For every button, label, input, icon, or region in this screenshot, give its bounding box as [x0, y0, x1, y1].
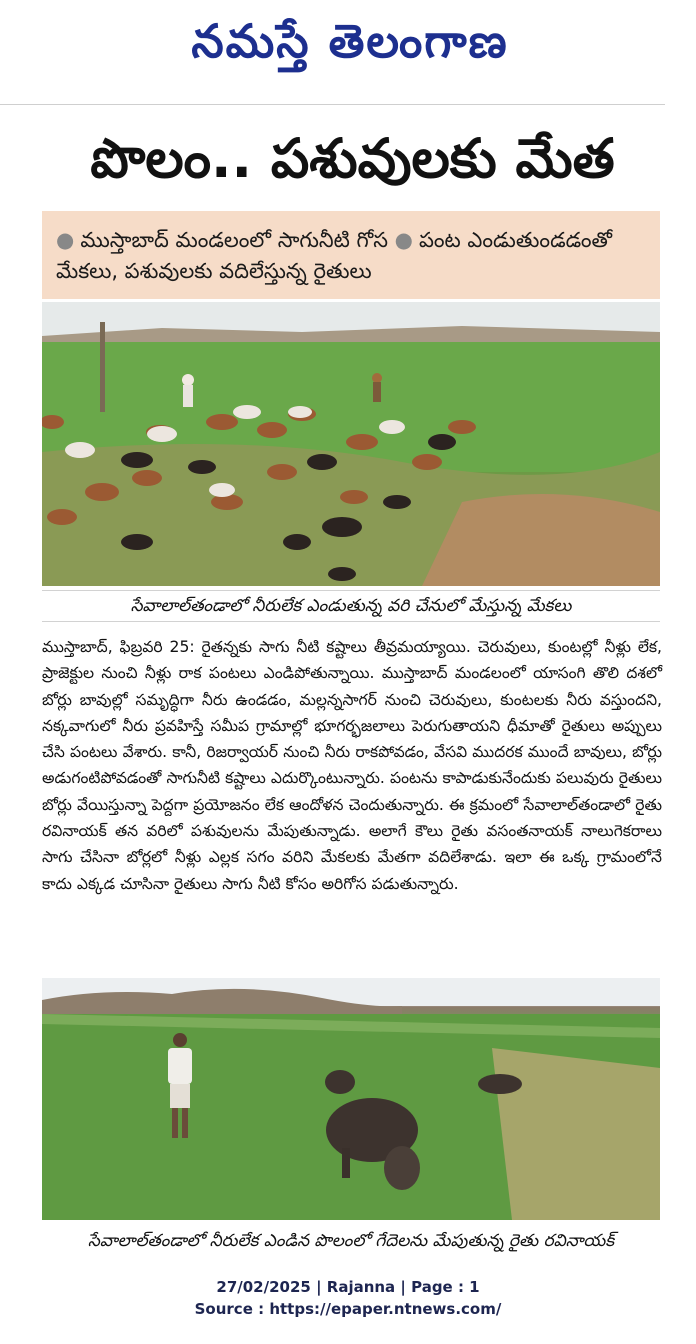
masthead-divider: [0, 104, 665, 105]
bullet-icon: ●: [394, 228, 413, 252]
masthead: [0, 0, 696, 100]
article-deck: [42, 211, 660, 299]
footer-source: Source : https://epaper.ntnews.com/: [194, 1300, 502, 1318]
bullet-icon: ●: [56, 228, 75, 252]
goats-grazing-photo: [42, 302, 660, 586]
buffaloes-grazing-photo: [42, 978, 660, 1220]
page-footer: [0, 1276, 696, 1320]
deck-text: [56, 225, 652, 287]
footer-date-edition: 27/02/2025 | Rajanna | Page : 1: [216, 1278, 480, 1296]
article-headline: పొలం.. పశువులకు మేత: [90, 127, 615, 190]
buffaloes-grazing-illustration: [42, 978, 660, 1220]
photo-2-caption: సేవాలాల్‌తండాలో నీరులేక ఎండిన పొలంలో గేదెలను మేపుతున్న రైతు రవినాయక్: [87, 1231, 615, 1251]
photo-1-caption: సేవాలాల్‌తండాలో నీరులేక ఎండుతున్న వరి చేనులో మేస్తున్న మేకలు: [42, 590, 660, 622]
newspaper-logo: నమస్తే తెలంగాణ: [191, 14, 509, 68]
deck-bullet-1: ముస్తాబాద్ మండలంలో సాగునీటి గోస: [80, 228, 388, 252]
article-body: ముస్తాబాద్, ఫిబ్రవరి 25: రైతన్నకు సాగు నీటి కష్టాలు తీవ్రమయ్యాయి. చెరువులు, కుంటల్లో నీళ్లు లేక, ప్రాజెక్టుల నుంచి నీళ్లు రాక పంటలు ఎండిపోతున్నాయి. ముస్తాబాద్ మండలంలో యాసంగి తొలి దశలో బోర్లు బావుల్లో సమృద్ధిగా నీరు ఉండడం, మల్లన్నసాగర్ నుంచి చెరువులు, కుంటలకు నీరు వస్తుందని, నక్కవాగులో నీరు ప్రవహిస్తే సమీప గ్రామాల్లో భూగర్భజలాలు పెరుగుతాయని ధీమాతో రైతులు అప్పులు చేసి పంటలు వేశారు. కానీ, రిజర్వాయర్ నుంచి నీరు రాకపోవడం, వేసవి ముదరక ముందే బావులు, బోర్లు అడుగంటిపోవడంతో సాగునీటి కష్టాలు ఎదుర్కొంటున్నారు. పంటను కాపాడుకునేందుకు పలువురు రైతులు బోర్లు వేయిస్తున్నా పెద్దగా ప్రయోజనం లేక ఆందోళన చెందుతున్నారు. ఈ క్రమంలో సేవాలాల్‌తండాలో రైతు రవినాయక్ తన వరిలో పశువులను మేపుతున్నాడు. అలాగే కౌలు రైతు వసంతనాయక్ నాలుగెకరాలు సాగు చేసినా బోర్లలో నీళ్లు ఎల్లక సగం వరిని మేకలకు మేతగా వదిలేశాడు. ఇలా ఈ ఒక్క గ్రామంలోనే కాదు ఎక్కడ చూసినా రైతులు సాగు నీటి కోసం అరిగోస పడుతున్నారు.: [42, 638, 662, 893]
goats-grazing-illustration: [42, 302, 660, 586]
deck-bullet-2: పంట ఎండుతుండడంతో మేకలు, పశువులకు వదిలేస్తున్న రైతులు: [56, 228, 612, 283]
